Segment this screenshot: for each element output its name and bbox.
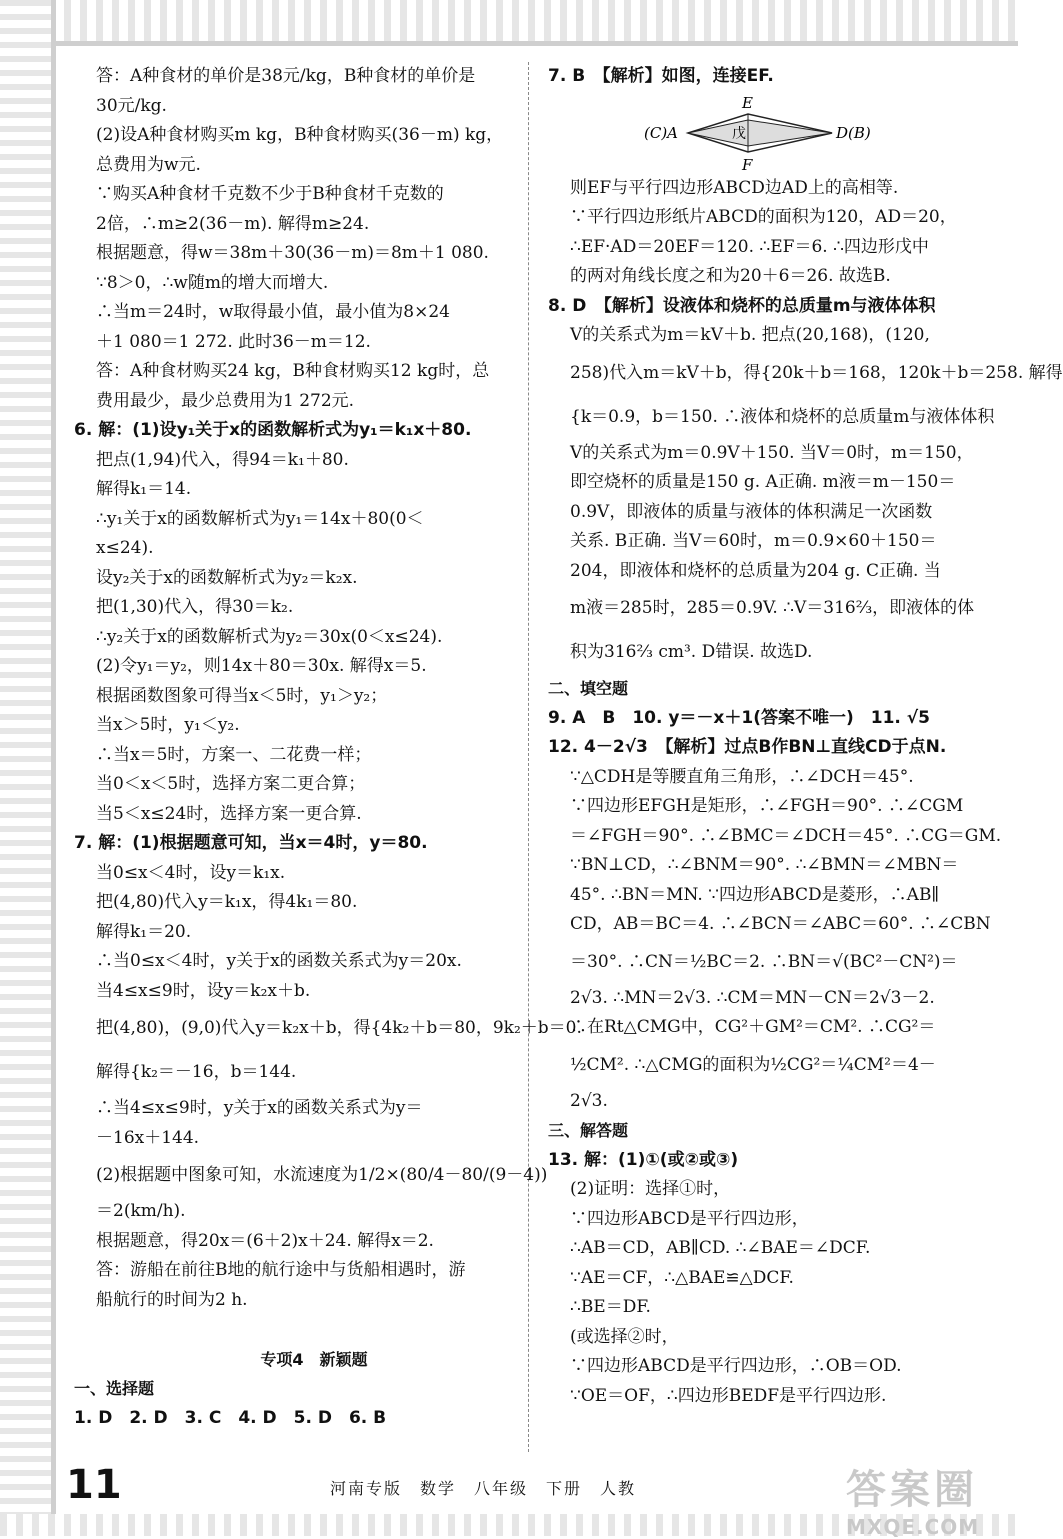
text-line: 当0≤x＜4时，设y＝k₁x. bbox=[96, 862, 286, 883]
text-line: 三、解答题 bbox=[548, 1121, 629, 1140]
text-line: ∴当m＝24时，w取得最小值，最小值为8×24 bbox=[96, 302, 450, 322]
text-line: 把(1,30)代入，得30＝k₂. bbox=[96, 597, 294, 617]
diagram-svg bbox=[548, 92, 988, 174]
text-line: 7. B 【解析】如图，连接EF. bbox=[548, 66, 774, 86]
text-line: 30元/kg. bbox=[96, 95, 167, 116]
text-line: 把点(1,94)代入，得94＝k₁＋80. bbox=[96, 449, 349, 470]
text-line: 204，即液体和烧杯的总质量为204 g. C正确. 当 bbox=[570, 560, 941, 581]
watermark-big: 答案圈 bbox=[846, 1467, 978, 1513]
text-line: 解得k₁＝14. bbox=[96, 479, 192, 499]
text-line: 6. 解：(1)设y₁关于x的函数解析式为y₁＝k₁x＋80. bbox=[74, 420, 472, 440]
text-line: 答：游船在前往B地的航行途中与货船相遇时，游 bbox=[96, 1260, 466, 1280]
text-line: (2)证明：选择①时， bbox=[570, 1179, 731, 1199]
text-line: (2)令y₁＝y₂，则14x＋80＝30x. 解得x＝5. bbox=[96, 656, 427, 676]
text-line: {k＝0.9，b＝150. ∴液体和烧杯的总质量m与液体体积 bbox=[570, 406, 995, 427]
text-line: ∵四边形EFGH是矩形，∴∠FGH＝90°. ∴∠CGM bbox=[570, 796, 964, 816]
text-line: 45°. ∴BN＝MN. ∵四边形ABCD是菱形，∴AB∥ bbox=[570, 884, 940, 905]
text-line: 0.9V，即液体的质量与液体的体积满足一次函数 bbox=[570, 501, 933, 522]
column-divider bbox=[528, 62, 529, 1452]
text-line: 答：A种食材的单价是38元/kg，B种食材的单价是 bbox=[96, 66, 476, 86]
text-line: ∵BN⊥CD，∴∠BNM＝90°. ∴∠BMN＝∠MBN＝ bbox=[570, 855, 959, 875]
text-line: ∵四边形ABCD是平行四边形，∴OB＝OD. bbox=[570, 1356, 902, 1376]
text-line: ∵购买A种食材千克数不少于B种食材千克数的 bbox=[96, 184, 444, 204]
text-line: 则EF与平行四边形ABCD边AD上的高相等. bbox=[570, 177, 899, 198]
text-line: ∵8＞0，∴w随m的增大而增大. bbox=[96, 272, 329, 293]
text-line: V的关系式为m＝kV＋b. 把点(20,168)，(120, bbox=[570, 325, 930, 345]
text-line: (或选择②时， bbox=[570, 1326, 679, 1347]
page-number: 11 bbox=[66, 1462, 122, 1508]
label-mid: 戊 bbox=[732, 125, 746, 142]
text-line: ∵四边形ABCD是平行四边形， bbox=[570, 1208, 809, 1229]
text-line: ∵平行四边形纸片ABCD的面积为120，AD＝20， bbox=[570, 207, 957, 227]
text-line: 解得k₁＝20. bbox=[96, 921, 192, 942]
text-line: 2√3. ∴MN＝2√3. ∴CM＝MN－CN＝2√3－2. bbox=[570, 987, 935, 1008]
text-line: －16x＋144. bbox=[96, 1127, 200, 1148]
text-line: 把(4,80)，(9,0)代入y＝k₂x＋b，得{4k₂＋b＝80，9k₂＋b＝0. bbox=[96, 1018, 582, 1038]
text-line: ∴当4≤x≤9时，y关于x的函数关系式为y＝ bbox=[96, 1098, 423, 1118]
text-line: ∴y₁关于x的函数解析式为y₁＝14x＋80(0＜ bbox=[96, 508, 424, 529]
text-line: 当x＞5时，y₁＜y₂. bbox=[96, 715, 240, 735]
text-line: ＝2(km/h). bbox=[96, 1201, 186, 1221]
footer-text: 河南专版 数学 八年级 下册 人教 bbox=[330, 1479, 637, 1498]
text-line: 答：A种食材购买24 kg，B种食材购买12 kg时，总 bbox=[96, 361, 490, 381]
label-right: D(B) bbox=[836, 123, 871, 142]
page-border-left bbox=[0, 0, 56, 1536]
text-line: 关系. B正确. 当V＝60时，m＝0.9×60＋150＝ bbox=[570, 531, 937, 551]
text-line: ＋1 080＝1 272. 此时36－m＝12. bbox=[96, 331, 371, 352]
text-line: 2√3. bbox=[570, 1090, 608, 1111]
text-line: 8. D 【解析】设液体和烧杯的总质量m与液体体积 bbox=[548, 295, 936, 316]
text-line: 把(4,80)代入y＝k₁x，得4k₁＝80. bbox=[96, 892, 358, 912]
text-line: 船航行的时间为2 h. bbox=[96, 1289, 248, 1310]
text-line: ∴当0≤x＜4时，y关于x的函数关系式为y＝20x. bbox=[96, 951, 462, 971]
text-line: ＝30°. ∴CN＝½BC＝2. ∴BN＝√(BC²－CN²)＝ bbox=[570, 951, 958, 972]
left-column bbox=[74, 62, 582, 1433]
label-f: F bbox=[742, 155, 753, 174]
text-line: ＝∠FGH＝90°. ∴∠BMC＝∠DCH＝45°. ∴CG＝GM. bbox=[570, 825, 1002, 846]
text-line: ∴AB＝CD，AB∥CD. ∴∠BAE＝∠DCF. bbox=[570, 1238, 871, 1258]
text-line: 根据函数图象可得当x＜5时，y₁＞y₂； bbox=[96, 685, 388, 706]
text-line: 258)代入m＝kV＋b，得{20k＋b＝168，120k＋b＝258. 解得 bbox=[570, 362, 1063, 383]
text-line: 当5＜x≤24时，选择方案一更合算. bbox=[96, 803, 362, 824]
watermark bbox=[846, 1458, 996, 1539]
text-line: CD，AB＝BC＝4. ∴∠BCN＝∠ABC＝60°. ∴∠CBN bbox=[570, 914, 991, 934]
diagram-inner bbox=[688, 120, 832, 146]
text-line: ∴当x＝5时，方案一、二花费一样； bbox=[96, 744, 372, 765]
text-line: 解得{k₂＝－16，b＝144. bbox=[96, 1062, 297, 1082]
text-line: 设y₂关于x的函数解析式为y₂＝k₂x. bbox=[96, 567, 358, 588]
text-line: (2)根据题中图象可知，水流速度为1/2×(80/4－80/(9－4)) bbox=[96, 1165, 548, 1185]
text-line: (2)设A种食材购买m kg，B种食材购买(36－m) kg， bbox=[96, 125, 504, 145]
text-line: 即空烧杯的质量是150 g. A正确. m液＝m－150＝ bbox=[570, 472, 956, 492]
text-line: 积为316⅔ cm³. D错误. 故选D. bbox=[570, 642, 813, 662]
text-line: ∵OE＝OF，∴四边形BEDF是平行四边形. bbox=[570, 1385, 887, 1406]
text-line: ∴y₂关于x的函数解析式为y₂＝30x(0＜x≤24). bbox=[96, 626, 443, 647]
text-line: 总费用为w元. bbox=[96, 154, 201, 175]
text-line: ∴BE＝DF. bbox=[570, 1297, 651, 1317]
text-line: 当4≤x≤9时，设y＝k₂x＋b. bbox=[96, 980, 311, 1001]
watermark-small: MXQE.COM bbox=[846, 1515, 980, 1539]
text-line: V的关系式为m＝0.9V＋150. 当V＝0时，m＝150， bbox=[570, 442, 974, 463]
text-line: 13. 解：(1)①(或②或③) bbox=[548, 1149, 739, 1170]
label-left: (C)A bbox=[644, 123, 679, 142]
text-line: ½CM². ∴△CMG的面积为½CG²＝¼CM²＝4－ bbox=[570, 1054, 936, 1075]
text-line: ∴在Rt△CMG中，CG²＋GM²＝CM². ∴CG²＝ bbox=[570, 1017, 936, 1037]
text-line bbox=[74, 1315, 514, 1345]
page-border-top bbox=[0, 0, 1018, 46]
right-column bbox=[548, 62, 1063, 1411]
text-line: 根据题意，得20x＝(6＋2)x＋24. 解得x＝2. bbox=[96, 1230, 434, 1251]
text-line: ∵AE＝CF，∴△BAE≌△DCF. bbox=[570, 1267, 794, 1288]
text-line: 9. A B 10. y＝－x＋1(答案不唯一) 11. √5 bbox=[548, 707, 930, 728]
text-line: 一、选择题 bbox=[74, 1379, 155, 1398]
text-line: 专项4 新颖题 bbox=[260, 1349, 368, 1369]
text-line: 当0＜x＜5时，选择方案二更合算； bbox=[96, 774, 366, 794]
text-line: 根据题意，得w＝38m＋30(36－m)＝8m＋1 080. bbox=[96, 243, 489, 263]
text-line: 2倍，∴m≥2(36－m). 解得m≥24. bbox=[96, 213, 370, 234]
text-line: ∵△CDH是等腰直角三角形，∴∠DCH＝45°. bbox=[570, 766, 914, 787]
quadrilateral-diagram bbox=[548, 92, 990, 174]
text-line: 1. D 2. D 3. C 4. D 5. D 6. B bbox=[74, 1407, 387, 1428]
text-line: x≤24). bbox=[96, 538, 154, 558]
text-line: ∴EF·AD＝20EF＝120. ∴EF＝6. ∴四边形戊中 bbox=[570, 236, 929, 257]
text-line: m液＝285时，285＝0.9V. ∴V＝316⅔，即液体的体 bbox=[570, 598, 975, 618]
text-line: 7. 解：(1)根据题意可知，当x＝4时，y＝80. bbox=[74, 833, 428, 853]
text-line: 的两对角线长度之和为20＋6＝26. 故选B. bbox=[570, 266, 891, 286]
text-line: 12. 4－2√3 【解析】过点B作BN⊥直线CD于点N. bbox=[548, 737, 947, 757]
label-e: E bbox=[742, 93, 753, 112]
text-line: 费用最少，最少总费用为1 272元. bbox=[96, 390, 355, 411]
text-line: 二、填空题 bbox=[548, 679, 629, 698]
